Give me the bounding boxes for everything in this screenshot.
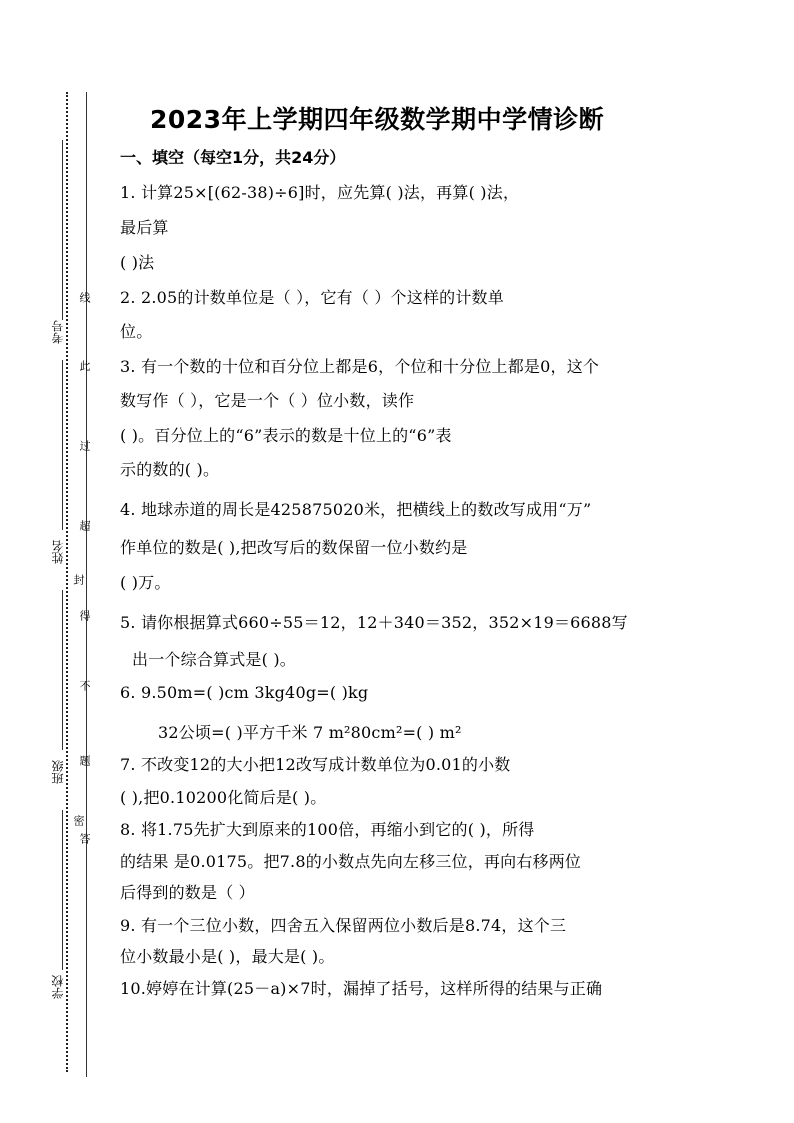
question-line: 6. 9.50m=( )cm 3kg40g=( )kg <box>120 683 369 702</box>
seal-char: 封 <box>72 574 85 585</box>
field-underline-school <box>62 810 63 970</box>
question-line: 4. 地球赤道的周长是425875020米，把横线上的数改写成用“万” <box>120 500 592 519</box>
question-line: ( )万。 <box>120 573 171 592</box>
field-underline-exam-number <box>62 140 63 320</box>
field-underline-name <box>62 360 63 530</box>
question-line: 数写作（ ），它是一个（ ）位小数，读作 <box>120 391 415 410</box>
seal-char: 不 <box>78 680 91 691</box>
field-label-name: 姓名 <box>51 540 65 564</box>
question-line: 10.婷婷在计算(25－a)×7时，漏掉了括号，这样所得的结果与正确 <box>120 979 603 998</box>
seal-char: 答 <box>78 833 91 844</box>
question-line: 出一个综合算式是( )。 <box>132 650 296 669</box>
seal-char: 过 <box>78 440 91 451</box>
question-line: 7. 不改变12的大小把12改写成计数单位为0.01的小数 <box>120 755 511 774</box>
seal-char: 此 <box>78 360 91 371</box>
question-line: 最后算 <box>120 218 169 237</box>
field-underline-class <box>62 590 63 750</box>
question-line: 1. 计算25×[(62-38)÷6]时，应先算( )法，再算( )法， <box>120 183 520 202</box>
binding-dotted-line <box>66 92 68 1072</box>
question-line: 32公顷=( )平方千米 7 m²80cm²=( ) m² <box>158 723 462 742</box>
seal-char: 题 <box>78 755 91 766</box>
seal-char: 线 <box>78 292 91 303</box>
seal-char: 得 <box>78 610 91 621</box>
question-line: ( )。百分位上的“6”表示的数是十位上的“6”表 <box>120 426 452 445</box>
field-label-school: 学校 <box>51 975 65 999</box>
question-line: 5. 请你根据算式660÷55＝12，12＋340＝352，352×19＝6688写 <box>120 613 628 632</box>
seal-char: 超 <box>78 520 91 531</box>
section-heading-fill-blank: 一、填空（每空1分，共24分） <box>120 148 346 167</box>
question-line: ( ),把0.10200化简后是( )。 <box>120 788 327 807</box>
field-label-class: 班级 <box>51 760 65 784</box>
question-line: 位小数最小是( )，最大是( )。 <box>120 947 335 966</box>
seal-char: 密 <box>72 815 85 826</box>
question-line: 位。 <box>120 322 153 341</box>
field-label-exam-number: 考号 <box>51 320 65 344</box>
question-line: 8. 将1.75先扩大到原来的100倍，再缩小到它的( )，所得 <box>120 820 535 839</box>
binding-solid-line <box>86 92 87 1077</box>
question-line: 2. 2.05的计数单位是（ ），它有（ ）个这样的计数单 <box>120 288 504 307</box>
question-line: 后得到的数是（ ） <box>120 883 255 902</box>
question-line: 3. 有一个数的十位和百分位上都是6，个位和十分位上都是0，这个 <box>120 357 600 376</box>
page-title: 2023年上学期四年级数学期中学情诊断 <box>150 105 605 134</box>
question-line: 作单位的数是( ),把改写后的数保留一位小数约是 <box>120 538 468 557</box>
question-line: ( )法 <box>120 253 155 272</box>
question-line: 示的数的( )。 <box>120 460 220 479</box>
question-line: 9. 有一个三位小数，四舍五入保留两位小数后是8.74，这个三 <box>120 916 567 935</box>
question-line: 的结果 是0.0175。把7.8的小数点先向左移三位，再向右移两位 <box>120 852 582 871</box>
